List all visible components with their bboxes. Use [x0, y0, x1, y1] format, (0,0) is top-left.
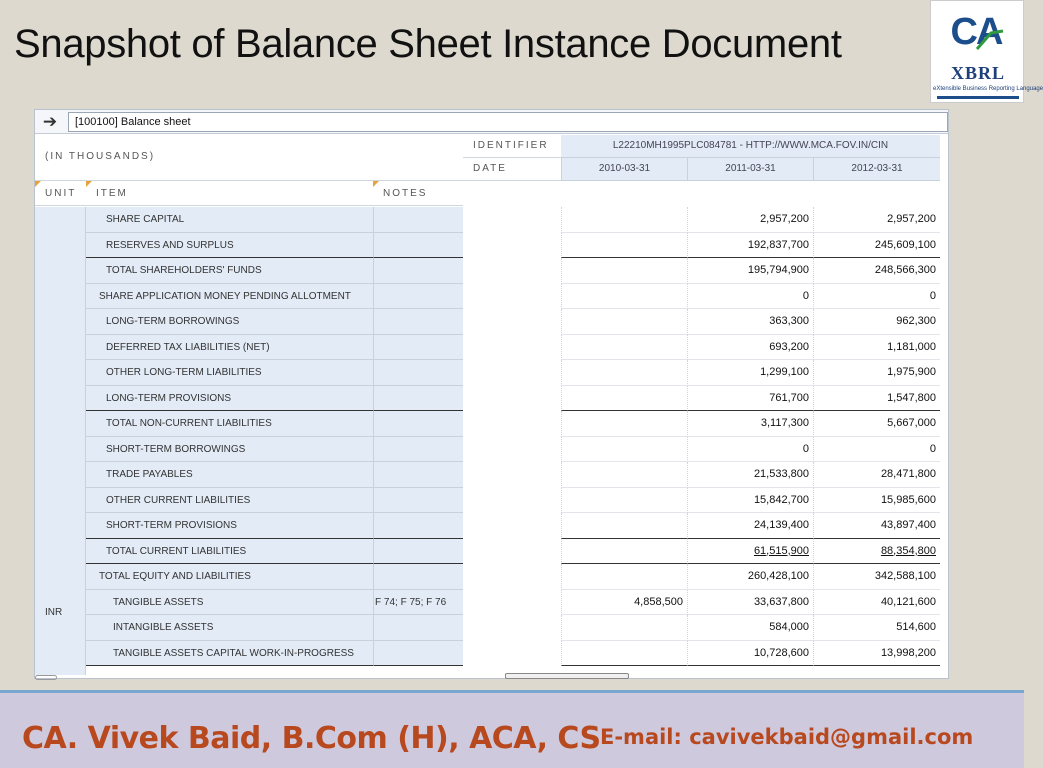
row-value-1[interactable] — [561, 539, 687, 565]
value-text: 0 — [802, 442, 809, 455]
date-column-3[interactable]: 2012-03-31 — [813, 158, 940, 181]
row-item-label: SHORT-TERM BORROWINGS — [86, 437, 373, 463]
row-notes — [373, 539, 463, 565]
value-text: 1,975,900 — [887, 366, 936, 378]
table-row[interactable] — [35, 539, 948, 565]
table-row[interactable] — [35, 641, 948, 667]
table-row[interactable] — [35, 309, 948, 335]
date-column-2[interactable]: 2011-03-31 — [687, 158, 813, 181]
value-text: 43,897,400 — [880, 519, 936, 531]
row-notes — [373, 360, 463, 386]
value-text: 245,609,100 — [874, 238, 936, 251]
row-item-label: TANGIBLE ASSETS CAPITAL WORK-IN-PROGRESS — [86, 641, 373, 667]
row-value-1[interactable] — [561, 258, 687, 284]
row-notes — [373, 513, 463, 539]
row-notes — [373, 411, 463, 437]
value-text: 584,000 — [769, 621, 809, 633]
row-item-label: DEFERRED TAX LIABILITIES (NET) — [86, 335, 373, 361]
row-value-2[interactable] — [687, 437, 813, 463]
identifier-value: L22210MH1995PLC084781 - HTTP://WWW.MCA.FOV.IN/CIN — [561, 135, 940, 158]
value-text: 13,998,200 — [880, 646, 936, 659]
row-value-3[interactable] — [813, 437, 940, 463]
value-text: 3,117,300 — [760, 417, 809, 429]
unit-column-header[interactable] — [35, 181, 86, 206]
table-row[interactable] — [35, 284, 948, 310]
row-value-1[interactable] — [561, 386, 687, 412]
value-text: 15,842,700 — [753, 493, 809, 506]
corner-marker-icon — [35, 181, 41, 187]
row-value-3[interactable] — [813, 615, 940, 641]
row-notes — [373, 437, 463, 463]
slide-title: Snapshot of Balance Sheet Instance Document — [14, 22, 842, 66]
value-text: 2,957,200 — [887, 213, 936, 225]
value-text: 342,588,100 — [874, 570, 936, 582]
row-value-3[interactable] — [813, 207, 940, 233]
value-text: 248,566,300 — [874, 264, 936, 276]
row-value-3[interactable] — [813, 539, 940, 565]
row-notes: F 74; F 75; F 76 — [373, 590, 463, 616]
row-value-1[interactable] — [561, 513, 687, 539]
value-text: 192,837,700 — [747, 238, 809, 251]
row-value-3[interactable] — [813, 335, 940, 361]
value-text: 962,300 — [896, 315, 936, 327]
value-text: 33,637,800 — [753, 595, 809, 608]
row-item-label: SHARE APPLICATION MONEY PENDING ALLOTMENT — [86, 284, 373, 310]
xbrl-logo-text: XBRL — [950, 63, 1005, 83]
row-value-2[interactable] — [687, 513, 813, 539]
row-notes — [373, 233, 463, 259]
row-notes — [373, 309, 463, 335]
table-row[interactable] — [35, 258, 948, 284]
table-row[interactable] — [35, 411, 948, 437]
unit-value: INR — [45, 607, 63, 618]
row-item-label: OTHER CURRENT LIABILITIES — [86, 488, 373, 514]
table-row[interactable] — [35, 386, 948, 412]
row-item-label: TOTAL NON-CURRENT LIABILITIES — [86, 411, 373, 437]
value-text: 1,547,800 — [887, 391, 936, 404]
unit-header-label: UNIT — [45, 188, 77, 199]
row-value-1[interactable] — [561, 411, 687, 437]
value-text: 28,471,800 — [880, 468, 936, 480]
date-row — [463, 158, 948, 181]
value-text: 363,300 — [769, 315, 809, 327]
row-value-3[interactable] — [813, 564, 940, 590]
row-item-label: SHARE CAPITAL — [86, 207, 373, 233]
row-value-2[interactable] — [687, 386, 813, 412]
row-value-1[interactable] — [561, 615, 687, 641]
value-text: 24,139,400 — [753, 519, 809, 531]
row-value-3[interactable] — [813, 411, 940, 437]
row-item-label: OTHER LONG-TERM LIABILITIES — [86, 360, 373, 386]
row-value-3[interactable] — [813, 309, 940, 335]
row-value-1[interactable] — [561, 233, 687, 259]
scale-label: (IN THOUSANDS) — [45, 151, 156, 162]
slide-footer — [0, 690, 1024, 768]
row-value-2[interactable] — [687, 207, 813, 233]
value-text: 0 — [929, 442, 936, 455]
row-value-1[interactable] — [561, 335, 687, 361]
swoosh-icon — [975, 29, 1005, 51]
row-item-label: RESERVES AND SURPLUS — [86, 233, 373, 259]
row-item-label: TOTAL EQUITY AND LIABILITIES — [86, 564, 373, 590]
table-row[interactable] — [35, 564, 948, 590]
row-notes — [373, 335, 463, 361]
row-notes — [373, 207, 463, 233]
ca-logo-text: CA — [950, 11, 1002, 53]
row-value-1[interactable] — [561, 590, 687, 616]
value-text: 61,515,900 — [753, 544, 809, 557]
row-value-2[interactable] — [687, 488, 813, 514]
row-value-1[interactable] — [561, 207, 687, 233]
value-text: 514,600 — [896, 621, 936, 633]
row-value-3[interactable] — [813, 386, 940, 412]
row-item-label: LONG-TERM PROVISIONS — [86, 386, 373, 412]
row-value-2[interactable] — [687, 539, 813, 565]
identifier-key: IDENTIFIER — [463, 135, 561, 158]
presenter-name: CA. Vivek Baid, B.Com (H), ACA, CS — [22, 721, 601, 756]
row-item-label: TOTAL CURRENT LIABILITIES — [86, 539, 373, 565]
row-notes — [373, 258, 463, 284]
row-value-1[interactable] — [561, 488, 687, 514]
row-notes — [373, 284, 463, 310]
viewer-toolbar — [35, 110, 948, 134]
value-text: 21,533,800 — [753, 468, 809, 480]
row-value-2[interactable] — [687, 564, 813, 590]
table-row[interactable] — [35, 513, 948, 539]
value-text: 761,700 — [769, 391, 809, 404]
row-value-3[interactable] — [813, 284, 940, 310]
value-text: 693,200 — [769, 340, 809, 353]
notes-column-header[interactable] — [373, 181, 463, 206]
value-text: 40,121,600 — [880, 595, 936, 608]
row-value-1[interactable] — [561, 437, 687, 463]
ca-xbrl-logo — [930, 0, 1043, 103]
row-value-3[interactable] — [813, 233, 940, 259]
value-text: 195,794,900 — [747, 264, 809, 276]
row-value-2[interactable] — [687, 462, 813, 488]
row-item-label: LONG-TERM BORROWINGS — [86, 309, 373, 335]
row-item-label: SHORT-TERM PROVISIONS — [86, 513, 373, 539]
section-selector[interactable]: [100100] Balance sheet — [68, 112, 948, 132]
row-value-2[interactable] — [687, 590, 813, 616]
xbrl-viewer-panel — [34, 109, 949, 679]
row-notes — [373, 564, 463, 590]
value-text: 260,428,100 — [747, 570, 809, 582]
value-text: 0 — [929, 289, 936, 302]
row-value-2[interactable] — [687, 258, 813, 284]
table-row[interactable] — [35, 233, 948, 259]
value-text: 1,181,000 — [887, 340, 936, 353]
row-value-2[interactable] — [687, 309, 813, 335]
row-item-label: TRADE PAYABLES — [86, 462, 373, 488]
presenter-email: E-mail: cavivekbaid@gmail.com — [600, 725, 974, 749]
value-text: 88,354,800 — [880, 544, 936, 557]
table-row[interactable] — [35, 462, 948, 488]
identifier-row — [463, 135, 948, 158]
row-value-3[interactable] — [813, 462, 940, 488]
notes-header-label: NOTES — [383, 188, 428, 199]
row-notes — [373, 615, 463, 641]
row-value-3[interactable] — [813, 641, 940, 667]
value-text: 15,985,600 — [880, 493, 936, 506]
row-value-1[interactable] — [561, 360, 687, 386]
row-notes — [373, 488, 463, 514]
row-value-1[interactable] — [561, 564, 687, 590]
value-text: 0 — [802, 289, 809, 302]
row-item-label: TANGIBLE ASSETS — [86, 590, 373, 616]
row-value-3[interactable] — [813, 590, 940, 616]
logo-bar — [937, 96, 1019, 99]
value-text: 1,299,100 — [760, 366, 809, 378]
xbrl-tagline: eXtensible Business Reporting Language — [933, 86, 1043, 92]
row-value-3[interactable] — [813, 258, 940, 284]
table-row[interactable] — [35, 488, 948, 514]
corner-marker-icon — [373, 181, 379, 187]
row-value-2[interactable] — [687, 615, 813, 641]
row-value-2[interactable] — [687, 284, 813, 310]
horizontal-scrollbar[interactable] — [505, 673, 629, 679]
table-row[interactable] — [35, 437, 948, 463]
row-notes — [373, 386, 463, 412]
date-column-1[interactable]: 2010-03-31 — [561, 158, 687, 181]
row-value-2[interactable] — [687, 411, 813, 437]
item-header-label: ITEM — [96, 188, 128, 199]
row-item-label: TOTAL SHAREHOLDERS' FUNDS — [86, 258, 373, 284]
row-value-3[interactable] — [813, 360, 940, 386]
row-value-2[interactable] — [687, 641, 813, 667]
row-notes — [373, 462, 463, 488]
row-value-1[interactable] — [561, 309, 687, 335]
table-row[interactable] — [35, 335, 948, 361]
value-text: 5,667,000 — [887, 417, 936, 429]
row-value-1[interactable] — [561, 641, 687, 667]
row-value-3[interactable] — [813, 513, 940, 539]
row-value-2[interactable] — [687, 360, 813, 386]
value-text: 4,858,500 — [634, 595, 683, 608]
value-text: 2,957,200 — [760, 213, 809, 225]
row-value-3[interactable] — [813, 488, 940, 514]
corner-marker-icon — [86, 181, 92, 187]
row-value-1[interactable] — [561, 462, 687, 488]
forward-arrow-icon[interactable]: ➔ — [42, 112, 58, 131]
row-value-2[interactable] — [687, 233, 813, 259]
table-row[interactable] — [35, 615, 948, 641]
row-value-2[interactable] — [687, 335, 813, 361]
table-row[interactable] — [35, 590, 948, 616]
scale-header — [35, 135, 463, 181]
row-item-label: INTANGIBLE ASSETS — [86, 615, 373, 641]
row-value-1[interactable] — [561, 284, 687, 310]
table-row[interactable] — [35, 207, 948, 233]
item-column-header[interactable] — [86, 181, 373, 206]
date-key: DATE — [463, 158, 561, 181]
context-header — [463, 135, 948, 181]
table-row[interactable] — [35, 360, 948, 386]
value-text: 10,728,600 — [753, 646, 809, 659]
scroll-handle-left[interactable] — [35, 675, 57, 680]
row-notes — [373, 641, 463, 667]
